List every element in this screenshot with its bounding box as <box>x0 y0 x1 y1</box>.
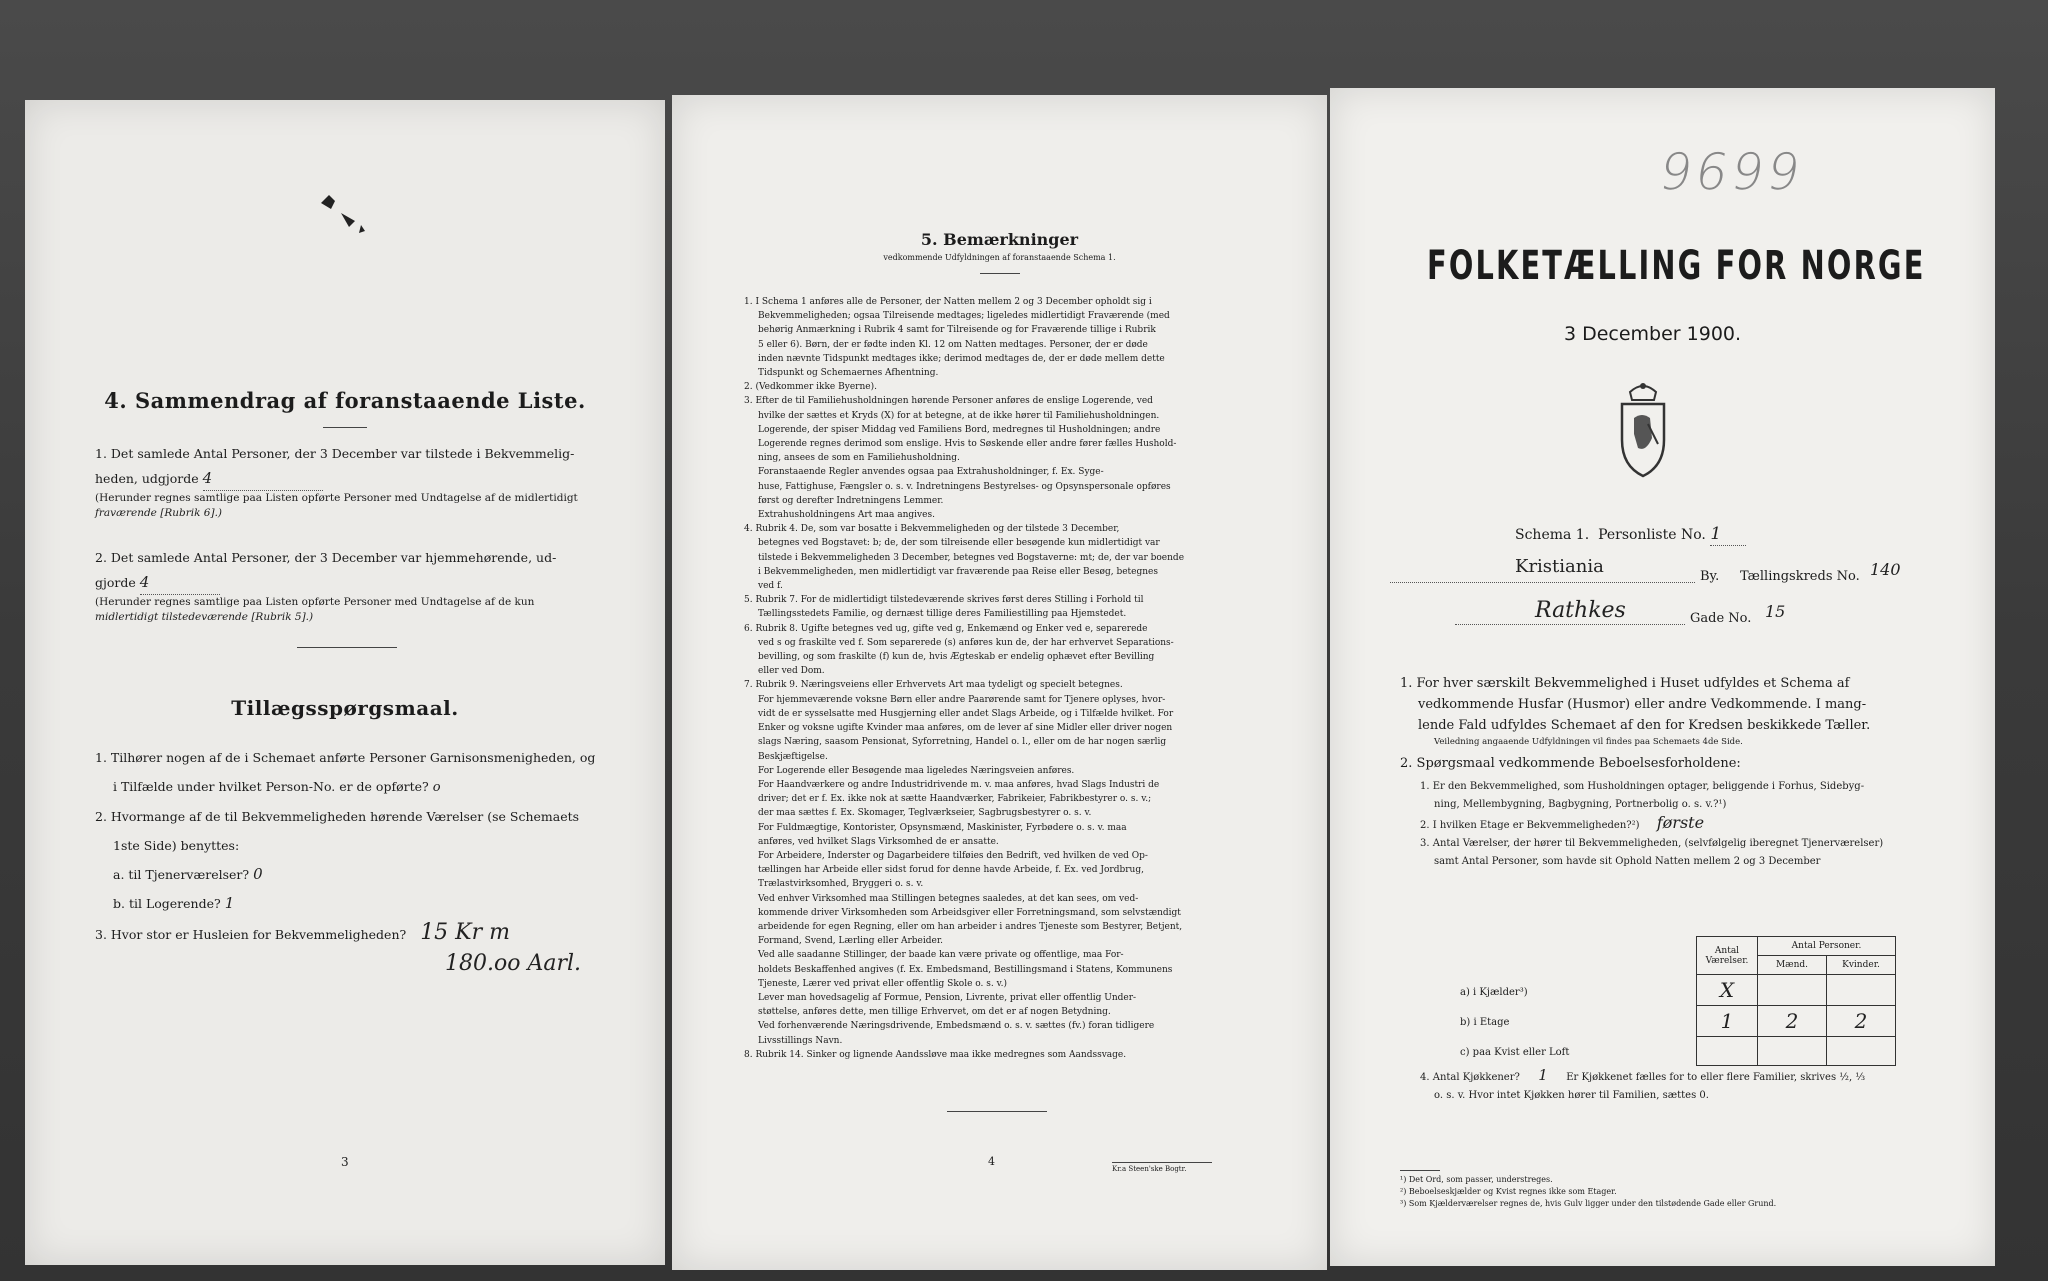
item1-value: 4 <box>203 466 323 491</box>
divider <box>980 273 1020 274</box>
printer-mark: Kr.a Steen'ske Bogtr. <box>1112 1165 1187 1173</box>
table-header-women: Kvinder. <box>1827 956 1896 975</box>
remark-line: Tællingsstedets Familie, og dernæst tillige deres Familiestilling paa Hjemstedet. <box>758 609 1127 620</box>
row-b-label: b) i Etage <box>1460 1017 1510 1028</box>
remark-line: ved s og fraskilte ved f. Som separerede (s) anføres kun de, der har erhvervet Separations- <box>758 637 1174 648</box>
table-header-rooms: Antal Værelser. <box>1697 937 1758 975</box>
street-value: Rathkes <box>1535 598 1626 623</box>
remark-line: Beskjæftigelse. <box>758 751 828 762</box>
row-b-rooms: 1 <box>1697 1006 1758 1037</box>
remark-line: i Bekvemmeligheden, men midlertidigt var fraværende paa Reise eller Besøg, betegnes <box>758 566 1158 577</box>
remark-line: bevilling, og som fraskilte (f) kun de, hvis Ægteskab er endelig ophævet efter Bevilling <box>758 652 1155 663</box>
remark-line: der maa sættes f. Ex. Skomager, Teglværkseier, Sagbrugsbestyrer o. s. v. <box>758 808 1092 819</box>
remark-line: Lever man hovedsagelig af Formue, Pension, Livrente, privat eller offentlig Under- <box>758 992 1137 1003</box>
page-number: 4 <box>988 1155 995 1168</box>
remarks-title: 5. Bemærkninger <box>920 230 1079 249</box>
remark-line: Trælastvirksomhed, Bryggeri o. s. v. <box>758 879 924 890</box>
remark-line: 5. Rubrik 7. For de midlertidigt tilstedeværende skrives først deres Stilling i Forhold til <box>744 595 1144 606</box>
personliste-value: 1 <box>1710 524 1746 546</box>
remark-line: huse, Fattighuse, Fængsler o. s. v. Indretningens Bestyrelses- og Opsynspersonale opføres <box>758 481 1171 492</box>
remark-line: Ved enhver Virksomhed maa Stillingen betegnes saaledes, at det kan sees, om ved- <box>758 893 1139 904</box>
remark-line: Logerende regnes derimod som enslige. Hvis to Søskende eller andre fører fælles Hushold- <box>758 439 1177 450</box>
remark-line: Logerende, der spiser Middag ved Familiens Bord, medregnes til Husholdningen; andre <box>758 424 1161 435</box>
remark-line: hvilke der sættes et Kryds (X) for at betegne, at de ikke hører til Familiehusholdningen. <box>758 410 1160 421</box>
remark-line: Bekvemmeligheden; ogsaa Tilreisende medtages; ligeledes midlertidigt Fraværende (med <box>758 311 1170 322</box>
table-row-labels <box>1460 978 1569 1068</box>
row-b-men: 2 <box>1758 1006 1827 1037</box>
remark-line: Enker og voksne ugifte Kvinder maa anføres, om de lever af sine Midler eller driver nogen <box>758 723 1173 734</box>
tillaeg-title: Tillægsspørgsmaal. <box>231 696 459 720</box>
kreds-value: 140 <box>1870 560 1901 579</box>
remark-line: 7. Rubrik 9. Næringsveiens eller Erhvervets Art maa tydeligt og specielt betegnes. <box>744 680 1123 691</box>
remark-line: For Fuldmægtige, Kontorister, Opsynsmænd, Maskinister, Fyrbødere o. s. v. maa <box>758 822 1127 833</box>
remark-line: 2. (Vedkommer ikke Byerne). <box>744 382 877 393</box>
remark-line: For Arbeidere, Inderster og Dagarbeidere tilføies den Bedrift, ved hvilken de ved Op- <box>758 850 1148 861</box>
remark-line: 3. Efter de til Familiehusholdningen hørende Personer anføres de enslige Logerende, ved <box>744 396 1153 407</box>
row-a-label: a) i Kjælder³) <box>1460 987 1528 998</box>
street-line: Rathkes Gade No. 15 <box>1455 598 1975 628</box>
remark-line: 8. Rubrik 14. Sinker og lignende Aandssløve maa ikke medregnes som Aandssvage. <box>744 1049 1127 1060</box>
divider <box>297 647 397 648</box>
divider <box>1400 1170 1440 1171</box>
census-date: 3 December 1900. <box>1563 323 1742 345</box>
remark-line: Ved forhenværende Næringsdrivende, Embedsmænd o. s. v. sættes (fv.) foran tidligere <box>758 1021 1155 1032</box>
q3-value1: 15 Kr m <box>420 920 510 945</box>
census-title: FOLKETÆLLING FOR NORGE <box>1427 243 1926 289</box>
remark-line: Formand, Svend, Lærling eller Arbeider. <box>758 936 944 947</box>
q3-value2: 180.oo Aarl. <box>445 951 582 976</box>
remark-line: kommende driver Virksomheden som Arbeidsgiver eller Forretningsmand, som selvstændigt <box>758 907 1181 918</box>
section4-item1: 1. Det samlede Antal Personer, der 3 December var tilstede i Bekvemmelig- heden, udgjorde 4 (Herunder regnes samtlige paa Listen opførte Personer med Undtagelse af de midlertidigt fraværende [Rubrik 6].) <box>95 446 578 519</box>
page-middle <box>672 95 1327 1270</box>
row-c-label: c) paa Kvist eller Loft <box>1460 1047 1570 1058</box>
gade-value: 15 <box>1765 602 1786 621</box>
etage-value: første <box>1656 813 1705 832</box>
schema-line: Schema 1. Personliste No. 1 <box>1515 524 1746 546</box>
page-number: 3 <box>341 1155 349 1169</box>
remark-line: Extrahusholdningens Art maa angives. <box>758 510 935 521</box>
remark-line: arbeidende for egen Regning, eller om han arbeider i andres Tjeneste som Bestyrer, Betjent, <box>758 921 1183 932</box>
remark-line: For Logerende eller Besøgende maa ligeledes Næringsveien anføres. <box>758 765 1075 776</box>
rooms-persons-table <box>1696 936 1896 1066</box>
tillaeg-questions: 1. Tilhører nogen af de i Schemaet anførte Personer Garnisonsmenigheden, og i Tilfælde under hvilket Person-No. er de opførte? o 2. Hvormange af de til Bekvemmeligheden hørende Værelser (se Schemaets 1ste Side) benyttes: a. til Tjenerværelser? 0 b. til Logerende? 1 3. Hvor stor er Husleien for Bekvemmeligheden? 15 Kr m 180.oo Aarl. <box>95 750 596 976</box>
remark-line: holdets Beskaffenhed angives (f. Ex. Embedsmand, Bestillingsmand i Statens, Kommunens <box>758 964 1173 975</box>
divider <box>1112 1162 1212 1163</box>
coat-of-arms-icon <box>1608 378 1678 488</box>
remark-line: behørig Anmærkning i Rubrik 4 samt for Tilreisende og for Fraværende tillige i Rubrik <box>758 325 1156 336</box>
q2b-value: 1 <box>224 894 235 912</box>
section4-item2: 2. Det samlede Antal Personer, der 3 December var hjemmehørende, ud- gjorde 4 (Herunder regnes samtlige paa Listen opførte Personer med Undtagelse af de kun midlertidigt tilstedeværende [Rubrik 5].) <box>95 550 557 623</box>
remark-line: 1. I Schema 1 anføres alle de Personer, der Natten mellem 2 og 3 December opholdt sig i <box>744 297 1152 307</box>
remark-line: ning, ansees de som en Familiehusholdning. <box>758 453 960 464</box>
instructions: 1. For hver særskilt Bekvemmelighed i Huset udfyldes et Schema af vedkommende Husfar (Husmor) eller andre Vedkommende. I mang- lende Fald udfyldes Schemaet af den for Kredsen beskikkede Tæller. Veiledning angaaende Udfyldningen vil findes paa Schemaets 4de Side. 2. Spørgsmaal vedkommende Beboelsesforholdene: <box>1400 676 1871 771</box>
remark-line: vidt de er sysselsatte med Husgjerning eller andet Slags Arbeide, og i Tilfælde hvilket. For <box>758 708 1174 719</box>
remark-line: støttelse, anføres dette, men tillige Erhvervet, om det er af nogen Betydning. <box>758 1007 1111 1018</box>
remark-line: Ved alle saadanne Stillinger, der baade kan være private og offentlige, maa For- <box>758 950 1124 961</box>
row-a-rooms: X <box>1697 975 1758 1006</box>
remark-line: For Haandværkere og andre Industridrivende m. v. maa anføres, hvad Slags Industri de <box>758 779 1160 790</box>
section4-title: 4. Sammendrag af foranstaaende Liste. <box>104 388 586 413</box>
remark-line: tilstede i Bekvemmeligheden 3 December, betegnes ved Bogstaverne: mt; de, der var boende <box>758 552 1185 563</box>
remark-line: 4. Rubrik 4. De, som var bosatte i Bekvemmeligheden og der tilstede 3 December, <box>744 524 1120 535</box>
table-header-men: Mænd. <box>1758 956 1827 975</box>
page-right <box>1330 88 1995 1266</box>
remark-line: Livsstillings Navn. <box>758 1035 843 1046</box>
kitchen-value: 1 <box>1538 1066 1548 1084</box>
remark-line: 5 eller 6). Børn, der er fødte inden Kl. 12 om Natten medtages. Personer, der er døde <box>758 339 1148 350</box>
remark-line: 6. Rubrik 8. Ugifte betegnes ved ug, gifte ved g, Enkemænd og Enker ved e, separerede <box>744 623 1148 634</box>
remark-line: Tidspunkt og Schemaernes Afhentning. <box>758 368 939 379</box>
remark-line: slags Næring, saasom Pensionat, Syforretning, Handel o. l., eller om de har nogen særlig <box>758 737 1167 748</box>
remark-line: driver; det er f. Ex. ikke nok at sætte Haandværker, Fabrikeier, Fabrikbestyrer o. s. v.; <box>758 794 1152 805</box>
row-b-women: 2 <box>1827 1006 1896 1037</box>
remark-line: inden nævnte Tidspunkt medtages ikke; derimod medtages de, der er døde mellem dette <box>758 353 1165 364</box>
remarks-subtitle: vedkommende Udfyldningen af foranstaaende Schema 1. <box>883 253 1116 262</box>
footnotes: ¹) Det Ord, som passer, understreges. ²) Beboelseskjælder og Kvist regnes ikke som Etager. ³) Som Kjælderværelser regnes de, hvis Gulv ligger under den tilstødende Gade eller Grund. <box>1400 1175 1777 1208</box>
remark-line: anføres, ved hvilket Slags Virksomhed de er ansatte. <box>758 836 999 847</box>
remark-line: tællingen har Arbeide eller sidst forud for denne havde Arbeide, f. Ex. ved Jordbrug, <box>758 865 1144 876</box>
page-left <box>25 100 665 1265</box>
remark-line: For hjemmeværende voksne Børn eller andre Paarørende samt for Tjenere oplyses, hvor- <box>758 694 1166 705</box>
remark-line: Tjeneste, Lærer ved privat eller offentlig Skole o. s. v.) <box>758 978 1007 989</box>
table-header-persons: Antal Personer. <box>1758 937 1896 956</box>
divider <box>947 1111 1047 1112</box>
city-value: Kristiania <box>1515 556 1604 577</box>
remark-line: ved f. <box>758 581 783 592</box>
kitchen-question: 4. Antal Kjøkkener? 1 Er Kjøkkenet fælles for to eller flere Familier, skrives ½, ⅓ o. s. v. Hvor intet Kjøkken hører til Familien, sættes 0. <box>1420 1066 1866 1101</box>
remarks-text <box>744 295 1284 1062</box>
remark-line: Foranstaaende Regler anvendes ogsaa paa Extrahusholdninger, f. Ex. Syge- <box>758 467 1104 478</box>
remark-line: først og derefter Indretningens Lemmer. <box>758 495 944 506</box>
item2-value: 4 <box>140 570 220 595</box>
remark-line: eller ved Dom. <box>758 666 825 677</box>
remark-line: betegnes ved Bogstavet: b; de, der som tilreisende eller besøgende kun midlertidigt var <box>758 538 1160 549</box>
q2a-value: 0 <box>253 865 263 883</box>
ink-mark-icon <box>305 175 385 235</box>
housing-questions: 1. Er den Bekvemmelighed, som Husholdningen optager, beliggende i Forhus, Sidebyg- ning, Mellembygning, Bagbygning, Portnerbolig o. s. v.?¹) 2. I hvilken Etage er Bekvemmeligheden?²) første 3. Antal Værelser, der hører til Bekvemmeligheden, (selvfølgelig iberegnet Tjenerværelser) samt Antal Personer, som havde sit Ophold Natten mellem 2 og 3 December <box>1420 781 1884 867</box>
handwritten-number: 9699 <box>1654 143 1809 201</box>
city-line: Kristiania By. Tællingskreds No. 140 <box>1390 556 1970 586</box>
divider <box>323 427 367 428</box>
q1-value: o <box>432 780 441 795</box>
